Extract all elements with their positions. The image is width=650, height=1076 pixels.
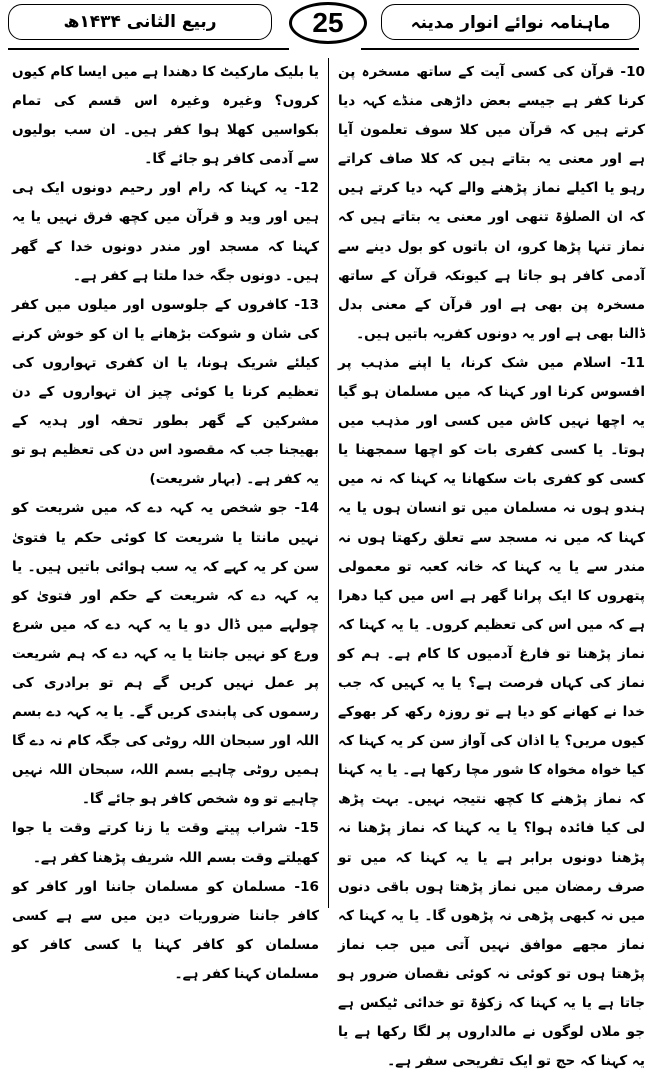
page-number: 25 bbox=[289, 2, 367, 44]
header-rule-left bbox=[8, 48, 289, 50]
header-rule-right bbox=[361, 48, 639, 50]
paragraph-15: 15- شراب پیتے وقت یا زنا کرتے وقت یا جوا کھیلتے وقت بسم اللہ شریف پڑھنا کفر ہے۔ bbox=[12, 820, 319, 866]
left-column bbox=[12, 58, 319, 982]
paragraph-16: 16- مسلمان کو مسلمان جاننا اور کافر کو کافر جاننا ضروریات دین میں سے ہے کسی مسلمان کو کافر کہنا یا کسی کافر کو مسلمان کہنا کفر ہے۔ bbox=[12, 878, 319, 982]
issue-date-box bbox=[8, 4, 272, 40]
page-header bbox=[0, 0, 650, 56]
issue-date: ربیع الثانی ۱۴۳۴ھ bbox=[63, 12, 217, 32]
paragraph-13: 13- کافروں کے جلوسوں اور میلوں میں کفر کی شان و شوکت بڑھانے یا ان کو خوش کرنے کیلئے شریک ہونا، یا ان کفری تہواروں کی تعظیم کرنا یا کوئی چیز ان تہواروں کے دن مشرکین کے گھر بطور تحفہ اور ہدیہ کے بھیجنا جب کہ مقصود اس دن کی تعظیم ہو تو یہ کفر ہے۔ (بہار شریعت) bbox=[12, 296, 319, 488]
column-divider bbox=[328, 58, 329, 908]
paragraph-10: 10- قرآن کی کسی آیت کے ساتھ مسخرہ پن کرنا کفر ہے جیسے بعض داڑھی منڈے کہہ دیا کرتے ہیں کہ قرآن میں کلا سوف تعلمون آیا ہے اور معنی یہ بتاتے ہیں کہ کلا صاف کراتے رہو یا اکیلے نماز پڑھنے والے کہہ دیا کرتے ہیں کہ ان الصلوٰۃ تنھی اور معنی یہ بتاتے ہیں کہ نماز تنہا پڑھا کرو، ان باتوں کو بول دینے سے آدمی کافر ہو جاتا ہے کیونکہ قرآن کے ساتھ مسخرہ پن بھی ہے اور قرآن کے معنی بدل ڈالنا بھی ہے اور یہ دونوں کفریہ باتیں ہیں۔ bbox=[338, 64, 645, 342]
magazine-title: ماہنامہ نوائے انوار مدینہ bbox=[410, 12, 611, 33]
paragraph-11: 11- اسلام میں شک کرنا، یا اپنے مذہب پر افسوس کرنا اور کہنا کہ میں مسلمان ہو گیا یہ اچھا نہیں کاش میں کسی اور مذہب میں ہوتا۔ یا کسی کفری بات کو اچھا سمجھنا یا کسی کو کفری بات سکھانا یہ کہنا کہ نہ میں ہندو ہوں نہ مسلمان میں تو انسان ہوں یا یہ کہنا کہ میں نہ مسجد سے تعلق رکھتا ہوں نہ مندر سے یا یہ کہنا کہ خانہ کعبہ تو معمولی پتھروں کا ایک پرانا گھر ہے اس میں کیا دھرا ہے کہ میں اس کی تعظیم کروں۔ یا یہ کہنا کہ نماز پڑھنا تو فارغ آدمیوں کا کام ہے۔ ہم کو نماز کی کہاں فرصت ہے؟ یا یہ کہیں کہ جب خدا نے کھانے کو دیا ہے تو روزہ رکھ کر بھوکے کیوں مریں؟ یا اذان کی آواز سن کر یہ کہنا کہ کیا خواہ مخواہ کا شور مچا رکھا ہے۔ یا یہ کہنا کہ نماز پڑھنے کا کچھ نتیجہ نہیں۔ بہت پڑھ لی کیا فائدہ ہوا؟ یا یہ کہنا کہ نماز پڑھنا نہ پڑھنا دونوں برابر ہے یا یہ کہنا کہ میں تو صرف رمضان میں نماز پڑھتا ہوں باقی دنوں میں نہ کبھی پڑھی نہ پڑھوں گا۔ یا یہ کہنا کہ نماز مجھے موافق نہیں آتی میں جب نماز پڑھتا ہوں تو کوئی نہ کوئی نقصان ضرور ہو جاتا ہے یا یہ کہنا کہ زکوٰۃ تو خدائی ٹیکس ہے جو ملاں لوگوں نے مالداروں پر لگا رکھا ہے یا یہ کہنا کہ حج تو ایک تفریحی سفر ہے۔ bbox=[338, 354, 645, 1070]
paragraph-11-continued: یا بلیک مارکیٹ کا دھندا ہے میں ایسا کام کیوں کروں؟ وغیرہ وغیرہ اس قسم کی تمام بکواسیں کھلا ہوا کفر ہیں۔ ان سب بولیوں سے آدمی کافر ہو جائے گا۔ bbox=[12, 64, 319, 168]
magazine-title-box bbox=[381, 4, 640, 40]
paragraph-14: 14- جو شخص یہ کہہ دے کہ میں شریعت کو نہیں مانتا یا شریعت کا کوئی حکم یا فتویٰ سن کر یہ کہے کہ یہ سب ہوائی باتیں ہیں۔ یا یہ کہہ دے کہ شریعت کے حکم اور فتویٰ کو چولہے میں ڈال دو یا یہ کہہ دے کہ میں شرع ورع کو نہیں جانتا یا یہ کہہ دے کہ ہم شریعت پر عمل نہیں کریں گے ہم تو برادری کی رسموں کی پابندی کریں گے۔ یا یہ کہہ دے بسم اللہ اور سبحان اللہ روٹی کی جگہ کام نہ دے گا ہمیں روٹی چاہیے بسم اللہ، سبحان اللہ نہیں چاہیے تو وہ شخص کافر ہو جائے گا۔ bbox=[12, 500, 319, 808]
paragraph-12: 12- یہ کہنا کہ رام اور رحیم دونوں ایک ہی ہیں اور وید و قرآن میں کچھ فرق نہیں یا یہ کہنا کہ مسجد اور مندر دونوں خدا کے گھر ہیں۔ دونوں جگہ خدا ملتا ہے کفر ہے۔ bbox=[12, 180, 319, 284]
right-column bbox=[338, 58, 645, 1070]
